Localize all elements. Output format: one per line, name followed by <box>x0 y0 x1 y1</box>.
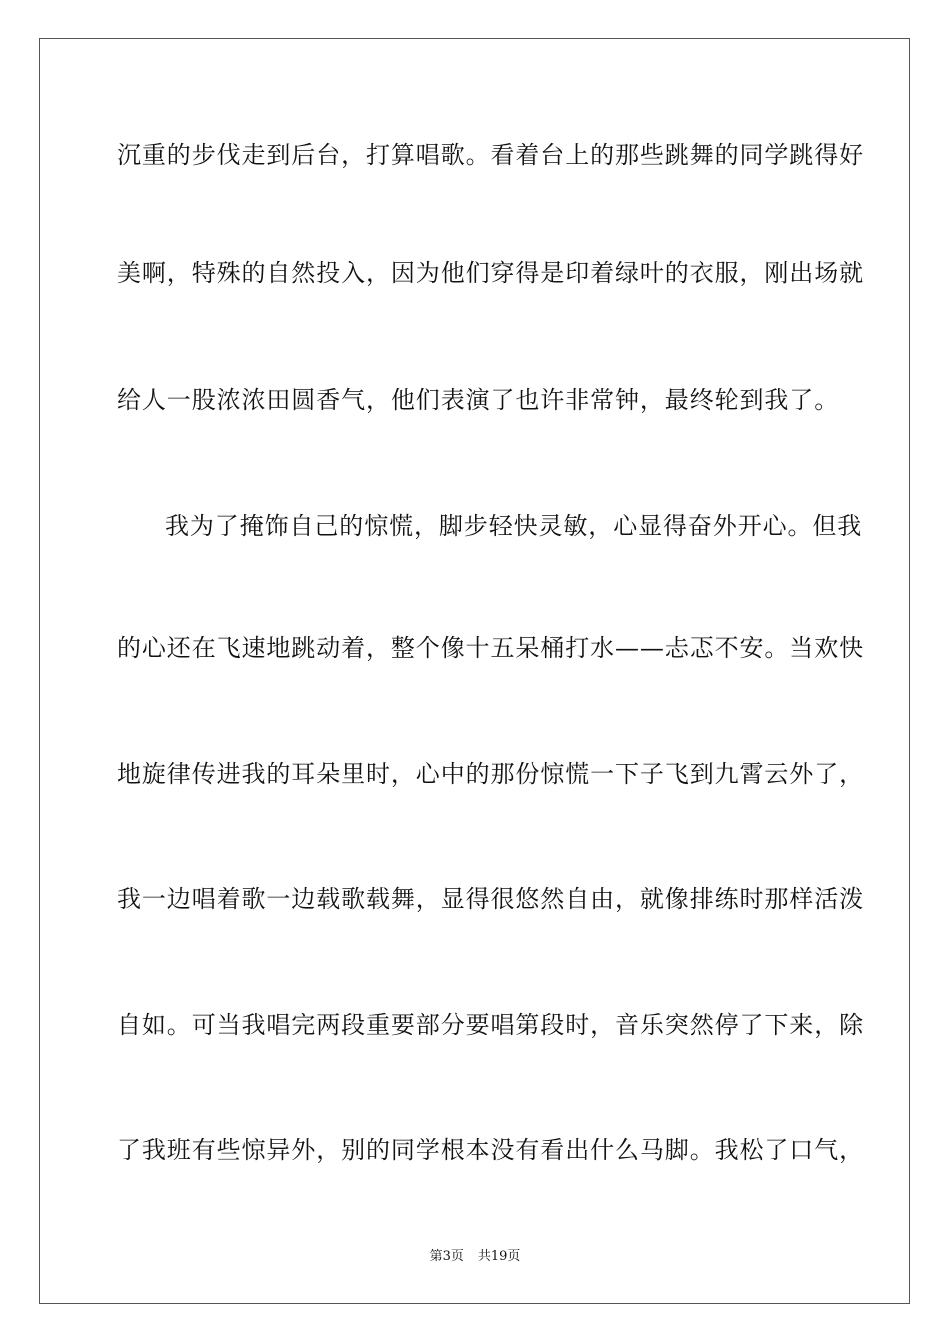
text-line: 自如。可当我唱完两段重要部分要唱第段时，音乐突然停了下来，除 <box>117 1011 864 1039</box>
text-line: 我为了掩饰自己的惊慌，脚步轻快灵敏，心显得奋外开心。但我 <box>165 512 863 540</box>
text-line: 的心还在飞速地跳动着，整个像十五呆桶打水——忐忑不安。当欢快 <box>117 634 864 662</box>
text-line: 我一边唱着歌一边载歌载舞，显得很悠然自由，就像排练时那样活泼 <box>117 885 864 913</box>
text-line: 给人一股浓浓田圆香气，他们表演了也许非常钟，最终轮到我了。 <box>117 386 840 414</box>
page-footer <box>0 1248 950 1266</box>
text-line: 美啊，特殊的自然投入，因为他们穿得是印着绿叶的衣服，刚出场就 <box>117 259 864 287</box>
text-line: 了我班有些惊异外，别的同学根本没有看出什么马脚。我松了口气， <box>117 1136 864 1164</box>
text-line: 沉重的步伐走到后台，打算唱歌。看着台上的那些跳舞的同学跳得好 <box>117 141 864 169</box>
page-border <box>39 38 910 1304</box>
total-pages: 共19页 <box>477 1249 521 1264</box>
page-number: 第3页 <box>429 1249 464 1264</box>
text-line: 地旋律传进我的耳朵里时，心中的那份惊慌一下子飞到九霄云外了， <box>117 760 864 788</box>
